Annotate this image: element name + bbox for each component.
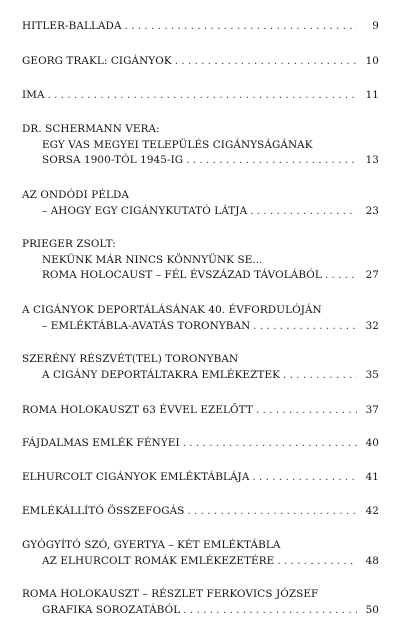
toc-entry-title: EMLÉKÁLLÍTÓ ÖSSZEFOGÁS <box>22 505 185 517</box>
toc-page-number: 50 <box>365 603 379 616</box>
toc-entry-title: EGY VAS MEGYEI TELEPÜLÉS CIGÁNYSÁGÁNAK <box>42 138 313 151</box>
toc-page-number: 23 <box>365 204 379 217</box>
toc-page-number: 42 <box>365 505 379 517</box>
toc-entry <box>22 88 379 104</box>
dot-leader <box>48 88 357 104</box>
toc-entry-subtitle: GRAFIKA SOROZATÁBÓL <box>42 603 181 616</box>
dot-leader <box>125 19 357 35</box>
toc-entry-author: PRIEGER ZSOLT: <box>22 238 116 250</box>
toc-entry <box>22 587 379 618</box>
toc-entry-title: ROMA HOLOKAUSZT 63 ÉVVEL EZELŐTT <box>22 404 253 416</box>
toc-entry-title: NEKÜNK MÁR NINCS KÖNNYÜNK SE... <box>42 253 263 266</box>
toc-entry <box>22 470 379 486</box>
toc-page-number: 27 <box>365 269 379 281</box>
dot-leader <box>187 504 357 520</box>
dot-leader <box>183 436 357 452</box>
toc-page-number: 48 <box>365 554 379 567</box>
toc-entry <box>22 504 379 520</box>
toc-entry-subtitle: A CIGÁNY DEPORTÁLTAKRA EMLÉKEZTEK <box>42 368 281 381</box>
toc-page-number: 35 <box>365 368 379 381</box>
toc-entry <box>22 352 379 383</box>
toc-page-number: 13 <box>365 154 379 166</box>
toc-page-number: 10 <box>365 55 379 67</box>
toc-entry <box>22 122 379 169</box>
toc-entry <box>22 237 379 284</box>
toc-entry-title: ELHURCOLT CIGÁNYOK EMLÉKTÁBLÁJA <box>22 471 250 483</box>
toc-entry <box>22 19 379 35</box>
toc-entry <box>22 436 379 452</box>
toc-entry-subtitle: AZ ELHURCOLT ROMÁK EMLÉKEZETÉRE <box>42 554 275 567</box>
toc-entry <box>22 54 379 70</box>
dot-leader <box>183 603 357 619</box>
toc-entry-title: A CIGÁNYOK DEPORTÁLÁSÁNAK 40. ÉVFORDULÓJÁN <box>22 304 322 316</box>
toc-page-number: 40 <box>365 437 379 449</box>
toc-entry-title: GYÓGYÍTÓ SZÓ, GYERTYA – KÉT EMLÉKTÁBLA <box>22 539 281 551</box>
toc-entry <box>22 303 379 334</box>
toc-page-number: 32 <box>365 319 379 332</box>
toc-entry-subtitle: – EMLÉKTÁBLA-AVATÁS TORONYBAN <box>42 319 251 332</box>
toc-entry-subtitle: ROMA HOLOCAUST – FÉL ÉVSZÁZAD TÁVOLÁBÓL <box>42 269 322 281</box>
toc-entry-title: ROMA HOLOKAUSZT – RÉSZLET FERKOVICS JÓZSEF <box>22 588 319 600</box>
toc-entry-subtitle: – AHOGY EGY CIGÁNYKUTATÓ LÁTJA <box>42 204 248 217</box>
toc-entry-title: IMA <box>22 89 45 101</box>
toc-entry-title: FÁJDALMAS EMLÉK FÉNYEI <box>22 437 180 449</box>
dot-leader <box>186 153 357 169</box>
toc-entry-title: GEORG TRAKL: CIGÁNYOK <box>22 55 172 67</box>
toc-page-number: 11 <box>365 89 379 101</box>
toc-entry <box>22 188 379 219</box>
toc-page-number: 41 <box>365 471 379 483</box>
dot-leader <box>250 204 357 220</box>
toc-page-number: 37 <box>365 404 379 416</box>
toc-entry-title-cont: SORSA 1900-TÓL 1945-IG <box>42 154 184 166</box>
dot-leader <box>252 470 357 486</box>
dot-leader <box>283 368 357 384</box>
dot-leader <box>325 268 357 284</box>
toc-entry-title: HITLER-BALLADA <box>22 20 122 32</box>
dot-leader <box>277 554 357 570</box>
toc-entry-author: DR. SCHERMANN VERA: <box>22 123 160 135</box>
dot-leader <box>253 319 357 335</box>
toc-entry <box>22 538 379 569</box>
toc-entry-title: SZERÉNY RÉSZVÉT(TEL) TORONYBAN <box>22 353 239 365</box>
toc-entry-title: AZ ONDÓDI PÉLDA <box>22 189 130 201</box>
toc-page-number: 9 <box>372 20 379 32</box>
dot-leader <box>175 54 357 70</box>
toc-entry <box>22 403 379 419</box>
dot-leader <box>256 403 357 419</box>
